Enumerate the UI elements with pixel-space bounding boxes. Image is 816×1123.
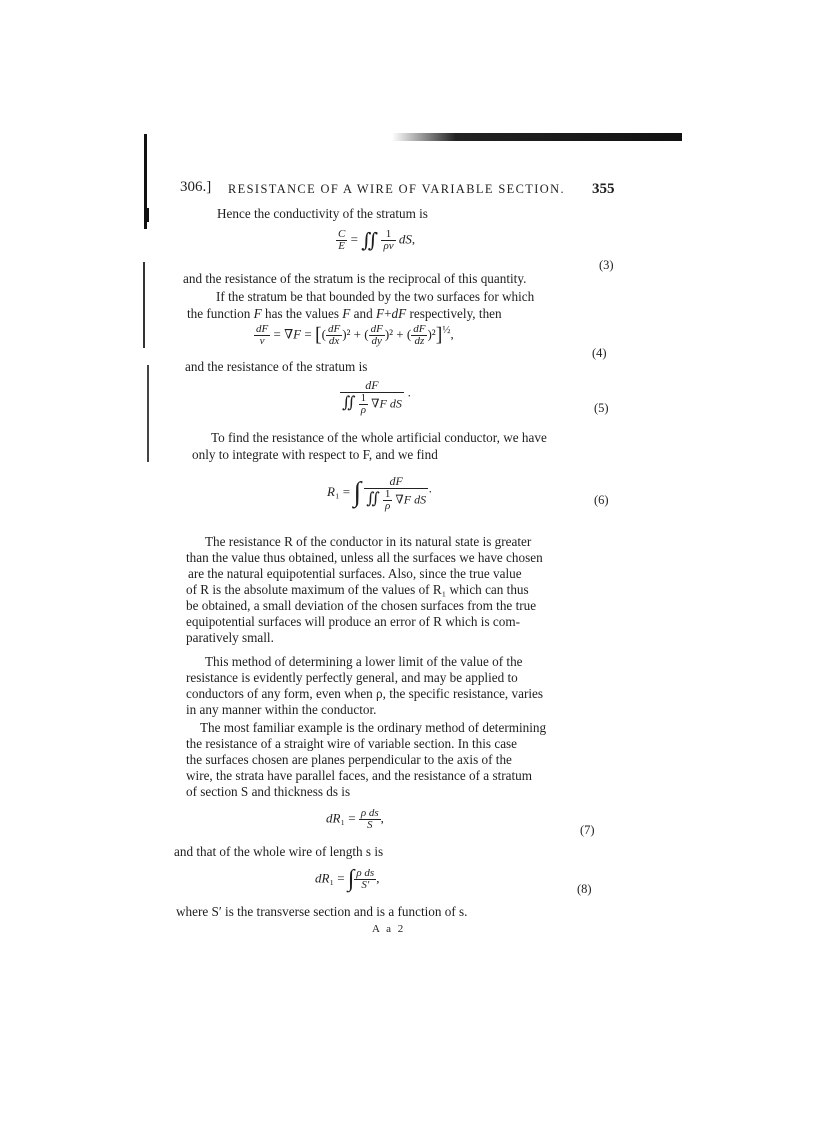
text-line: in any manner within the conductor. xyxy=(186,702,377,717)
text-line: be obtained, a small deviation of the chosen surfaces from the true xyxy=(186,598,537,613)
scan-edge-left xyxy=(147,365,149,462)
text-line: the resistance of a straight wire of variable section. In this case xyxy=(186,736,518,751)
text-line: The most familiar example is the ordinary method of determining xyxy=(200,720,547,735)
page-number: 355 xyxy=(592,181,615,197)
equation-7: dR₁ = $\frac{\text{ρ ds}}{S}$ , xyxy=(326,807,384,831)
running-title: RESISTANCE OF A WIRE OF VARIABLE SECTION. xyxy=(228,182,565,196)
signature-mark: A a 2 xyxy=(372,923,406,935)
text-line: resistance is evidently perfectly general, and may be applied to xyxy=(186,670,518,685)
scan-edge-left xyxy=(143,262,145,348)
equation-number: (4) xyxy=(592,346,607,360)
scan-edge-left xyxy=(147,208,149,222)
text-line: only to integrate with respect to F, and we find xyxy=(192,447,438,462)
text-line: the function F has the values F and F+dF respectively, then xyxy=(187,306,502,321)
text-line: and the resistance of the stratum is the reciprocal of this quantity. xyxy=(183,271,527,286)
equation-8: dR₁ = ∫ $\frac{\text{ρ ds}}{S'}$ , xyxy=(315,866,380,892)
text-line: are the natural equipotential surfaces. Also, since the true value xyxy=(188,566,522,581)
text-line: of R is the absolute maximum of the values of R₁ which can thus xyxy=(186,582,529,597)
text-line: To find the resistance of the whole artificial conductor, we have xyxy=(211,430,547,445)
text-line: paratively small. xyxy=(186,630,274,645)
equation-5: dF ∬ $\frac{1}{\rho}$ ∇F dS · xyxy=(342,378,412,416)
scan-edge-top xyxy=(392,133,682,141)
text-line: If the stratum be that bounded by the two surfaces for which xyxy=(216,289,535,304)
equation-6: R₁ = ∫ dF ∬ $\frac{1}{\rho}$ ∇F dS · xyxy=(327,474,433,512)
equation-number: (5) xyxy=(594,401,609,415)
text-line: of section S and thickness ds is xyxy=(186,784,351,799)
text-line: than the value thus obtained, unless all the surfaces we have chosen xyxy=(186,550,543,565)
equation-3: $\frac{C}{E}$ = ∬ $\frac{1}{\rho\nu}$ dS, xyxy=(338,228,416,252)
text-line: where S′ is the transverse section and is a function of s. xyxy=(176,904,468,919)
section-number: 306.] xyxy=(180,179,212,195)
text-line: and the resistance of the stratum is xyxy=(185,359,368,374)
text-line: Hence the conductivity of the stratum is xyxy=(217,206,428,221)
text-line: the surfaces chosen are planes perpendicular to the axis of the xyxy=(186,752,512,767)
equation-number: (3) xyxy=(599,258,614,272)
text-line: wire, the strata have parallel faces, and the resistance of a stratum xyxy=(186,768,533,783)
text-line: This method of determining a lower limit of the value of the xyxy=(205,654,523,669)
equation-number: (8) xyxy=(577,882,592,896)
text-line: conductors of any form, even when ρ, the specific resistance, varies xyxy=(186,686,544,701)
equation-number: (7) xyxy=(580,823,595,837)
text-line: equipotential surfaces will produce an error of R which is com- xyxy=(186,614,520,629)
equation-number: (6) xyxy=(594,493,609,507)
text-line: The resistance R of the conductor in its natural state is greater xyxy=(205,534,532,549)
equation-4: $\frac{dF}{\nu}$ = ∇F = [( $\frac{dF}{dx}$ )² + ( $\frac{dF}{dy}$ )² + ( $\frac{dF}{dz}$ )²]$^{\frac{1}{2}}$, xyxy=(256,323,454,347)
text-line: and that of the whole wire of length s is xyxy=(174,844,384,859)
